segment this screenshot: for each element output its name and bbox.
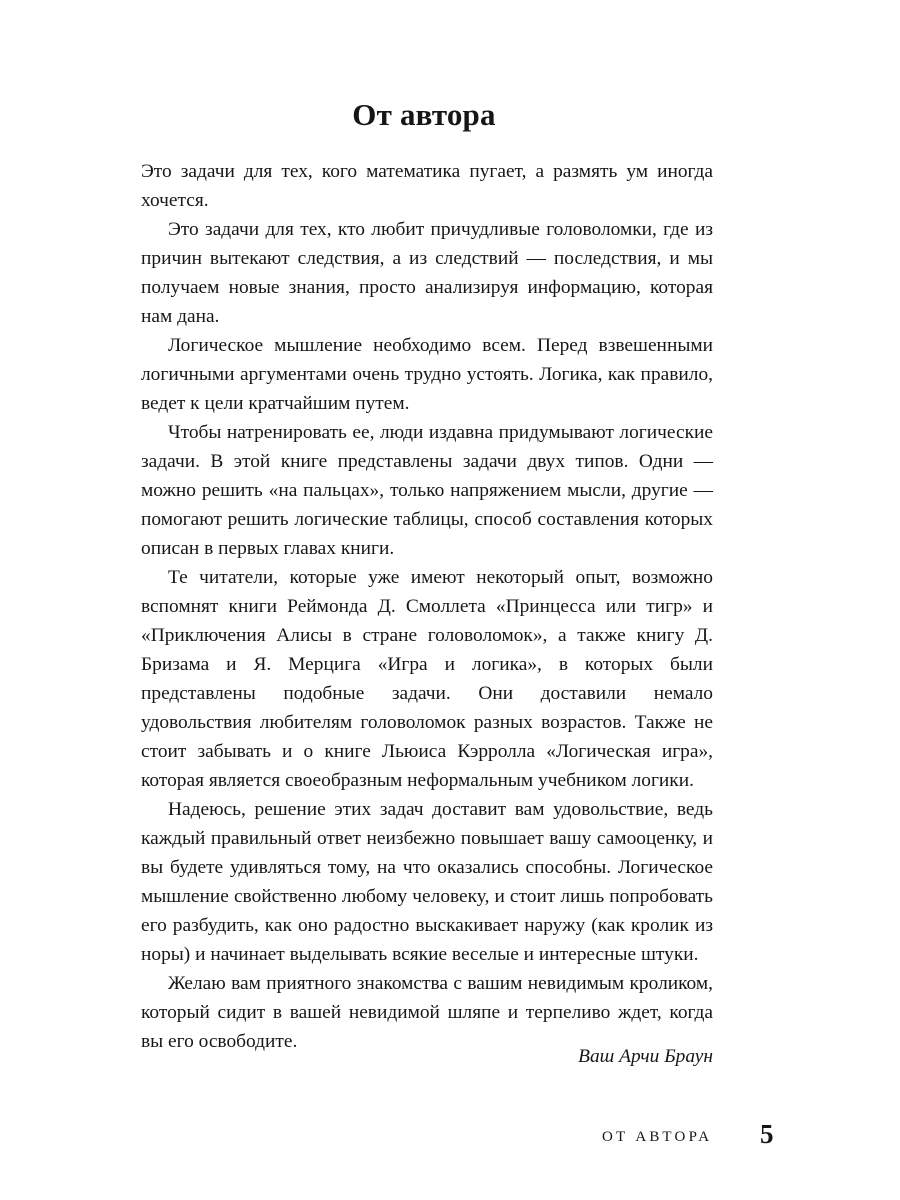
- author-signature: Ваш Арчи Браун: [578, 1046, 713, 1067]
- paragraph-1: Это задачи для тех, кого математика пугает, а размять ум иногда хочется.: [141, 161, 713, 211]
- paragraph-3: Логическое мышление необходимо всем. Перед взвешенными логичными аргументами очень трудно устоять. Логика, как правило, ведет к цели кратчайшим путем.: [141, 335, 713, 414]
- paragraph-2: Это задачи для тех, кто любит причудливые головоломки, где из причин вытекают следствия, а из следствий — последствия, и мы получаем новые знания, просто анализируя информацию, которая нам дана.: [141, 219, 713, 327]
- page-number: 5: [760, 1119, 774, 1149]
- paragraph-6: Надеюсь, решение этих задач доставит вам удовольствие, ведь каждый правильный ответ неизбежно повышает вашу самооценку, и вы будете удивляться тому, на что оказались способны. Логическое мышление свойственно любому человеку, и стоит лишь попробовать его разбудить, как оно радостно выскакивает наружу (как кролик из норы) и начинает выделывать всякие веселые и интересные штуки.: [141, 799, 713, 965]
- chapter-body: [141, 157, 713, 1056]
- running-head: ОТ АВТОРА: [602, 1129, 713, 1145]
- paragraph-7: Желаю вам приятного знакомства с вашим невидимым кроликом, который сидит в вашей невидимой шляпе и терпеливо ждет, когда вы его освободите.: [141, 973, 713, 1052]
- paragraph-4: Чтобы натренировать ее, люди издавна придумывают логические задачи. В этой книге представлены задачи двух типов. Одни — можно решить «на пальцах», только напряжением мысли, другие — помогают решить логические таблицы, способ составления которых описан в первых главах книги.: [141, 422, 713, 559]
- paragraph-5: Те читатели, которые уже имеют некоторый опыт, возможно вспомнят книги Реймонда Д. Смоллета «Принцесса или тигр» и «Приключения Алисы в стране головоломок», а также книгу Д. Бризама и Я. Мерцига «Игра и логика», в которых были представлены подобные задачи. Они доставили немало удовольствия любителям головоломок разных возрастов. Также не стоит забывать и о книге Льюиса Кэрролла «Логическая игра», которая является своеобразным неформальным учебником логики.: [141, 567, 713, 791]
- chapter-title: От автора: [352, 97, 496, 132]
